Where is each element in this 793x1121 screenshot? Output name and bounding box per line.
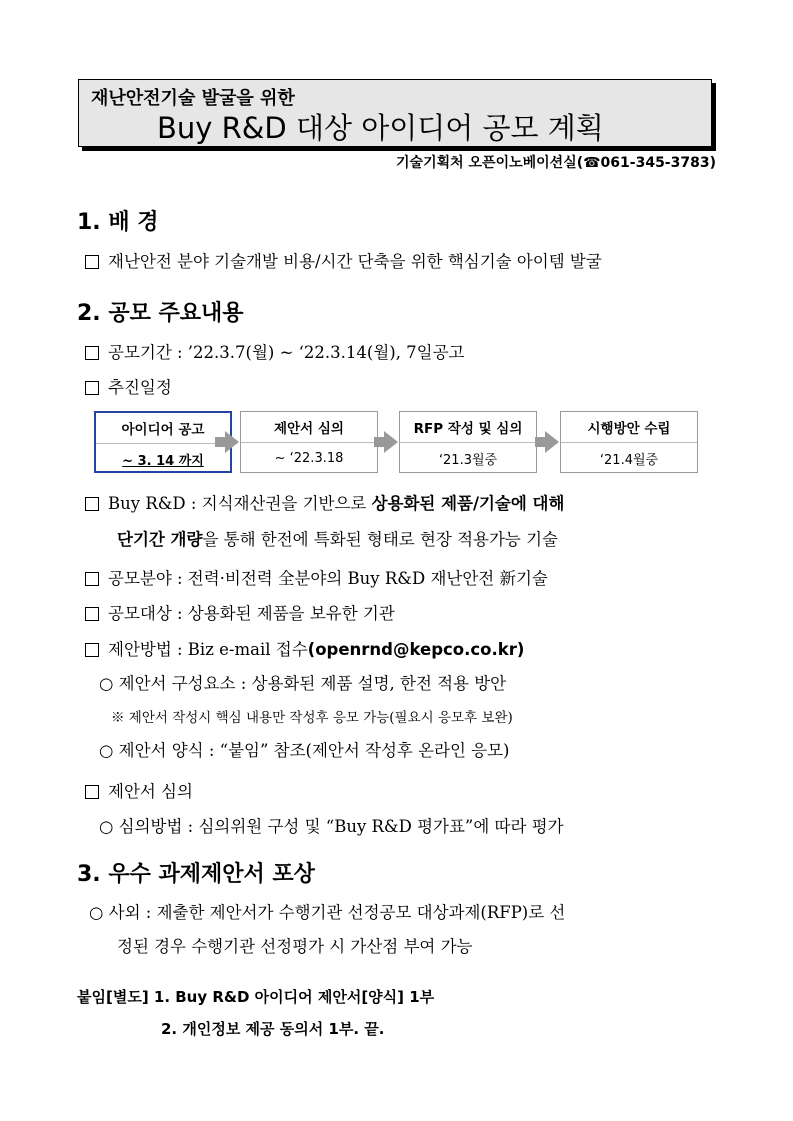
arrow-right-icon — [545, 431, 559, 453]
flow-step-date: ~ 3. 14 까지 — [122, 454, 204, 469]
buyrd-continuation — [117, 526, 558, 550]
period-item — [85, 339, 465, 363]
schedule-item — [85, 374, 172, 398]
checkbox-icon — [85, 381, 99, 395]
field-item — [85, 565, 548, 589]
period-text: 공모기간 : ’22.3.7(월) ~ ‘22.3.14(월), 7일공고 — [108, 343, 465, 362]
target-item — [85, 600, 395, 624]
flow-step-title: 제안서 심의 — [241, 412, 377, 443]
flow-step-3 — [399, 411, 537, 473]
flow-step-date: ‘21.3월중 — [438, 453, 498, 468]
page-title: Buy R&D 대상 아이디어 공모 계획 — [157, 111, 604, 145]
buyrd-rest: 을 통해 한전에 특화된 형태로 현장 적용가능 기술 — [202, 530, 558, 549]
section-2-heading: 2. 공모 주요내용 — [77, 301, 244, 326]
checkbox-icon — [85, 346, 99, 360]
schedule-label: 추진일정 — [108, 378, 172, 397]
arrow-right-icon — [225, 431, 239, 453]
checkbox-icon — [85, 572, 99, 586]
buyrd-emphasis-2: 단기간 개량 — [117, 530, 203, 549]
flow-step-title: 시행방안 수립 — [561, 412, 697, 443]
email-address: (openrnd@kepco.co.kr) — [307, 640, 525, 659]
checkbox-icon — [85, 607, 99, 621]
section-3-line-2: 정된 경우 수행기관 선정평가 시 가산점 부여 가능 — [117, 937, 473, 956]
method-sub-1: ○ 제안서 구성요소 : 상용화된 제품 설명, 한전 적용 방안 — [99, 674, 507, 693]
method-sub-2: ○ 제안서 양식 : “붙임” 참조(제안서 작성후 온라인 응모) — [99, 741, 510, 760]
attachment-line-1: 붙임[별도] 1. Buy R&D 아이디어 제안서[양식] 1부 — [77, 988, 435, 1006]
review-label: 제안서 심의 — [108, 782, 193, 801]
review-sub: ○ 심의방법 : 심의위원 구성 및 “Buy R&D 평가표”에 따라 평가 — [99, 817, 564, 836]
flow-step-1 — [94, 411, 232, 473]
buyrd-emphasis: 상용화된 제품/기술에 대해 — [371, 494, 565, 513]
flow-step-title: RFP 작성 및 심의 — [400, 412, 536, 443]
target-text: 공모대상 : 상용화된 제품을 보유한 기관 — [108, 604, 395, 623]
field-text: 공모분야 : 전력·비전력 全분야의 Buy R&D 재난안전 新기술 — [108, 569, 548, 588]
buyrd-item — [85, 490, 564, 514]
flow-step-title: 아이디어 공고 — [96, 413, 230, 444]
flow-step-date: ~ ‘22.3.18 — [274, 451, 344, 466]
method-text: 제안방법 : Biz e-mail 접수 — [108, 640, 308, 659]
checkbox-icon — [85, 643, 99, 657]
title-box — [78, 79, 712, 147]
section-1-item — [85, 248, 602, 272]
section-1-text: 재난안전 분야 기술개발 비용/시간 단축을 위한 핵심기술 아이템 발굴 — [108, 252, 602, 271]
checkbox-icon — [85, 785, 99, 799]
attachment-line-2: 2. 개인정보 제공 동의서 1부. 끝. — [161, 1020, 385, 1038]
buyrd-prefix: Buy R&D : 지식재산권을 기반으로 — [108, 494, 372, 513]
checkbox-icon — [85, 497, 99, 511]
department-contact: 기술기획처 오픈이노베이션실(☎061-345-3783) — [396, 155, 716, 171]
section-3-heading: 3. 우수 과제제안서 포상 — [77, 862, 315, 887]
review-item — [85, 778, 193, 802]
arrow-right-icon — [384, 431, 398, 453]
flow-step-date: ‘21.4월중 — [599, 453, 659, 468]
method-item — [85, 636, 524, 660]
flow-step-2 — [240, 411, 378, 473]
method-note: ※ 제안서 작성시 핵심 내용만 작성후 응모 가능(필요시 응모후 보완) — [111, 710, 513, 726]
section-1-heading: 1. 배 경 — [77, 210, 159, 235]
checkbox-icon — [85, 255, 99, 269]
flow-step-4 — [560, 411, 698, 473]
title-subtitle: 재난안전기술 발굴을 위한 — [91, 88, 295, 109]
section-3-line-1: ○ 사외 : 제출한 제안서가 수행기관 선정공모 대상과제(RFP)로 선 — [89, 903, 566, 922]
